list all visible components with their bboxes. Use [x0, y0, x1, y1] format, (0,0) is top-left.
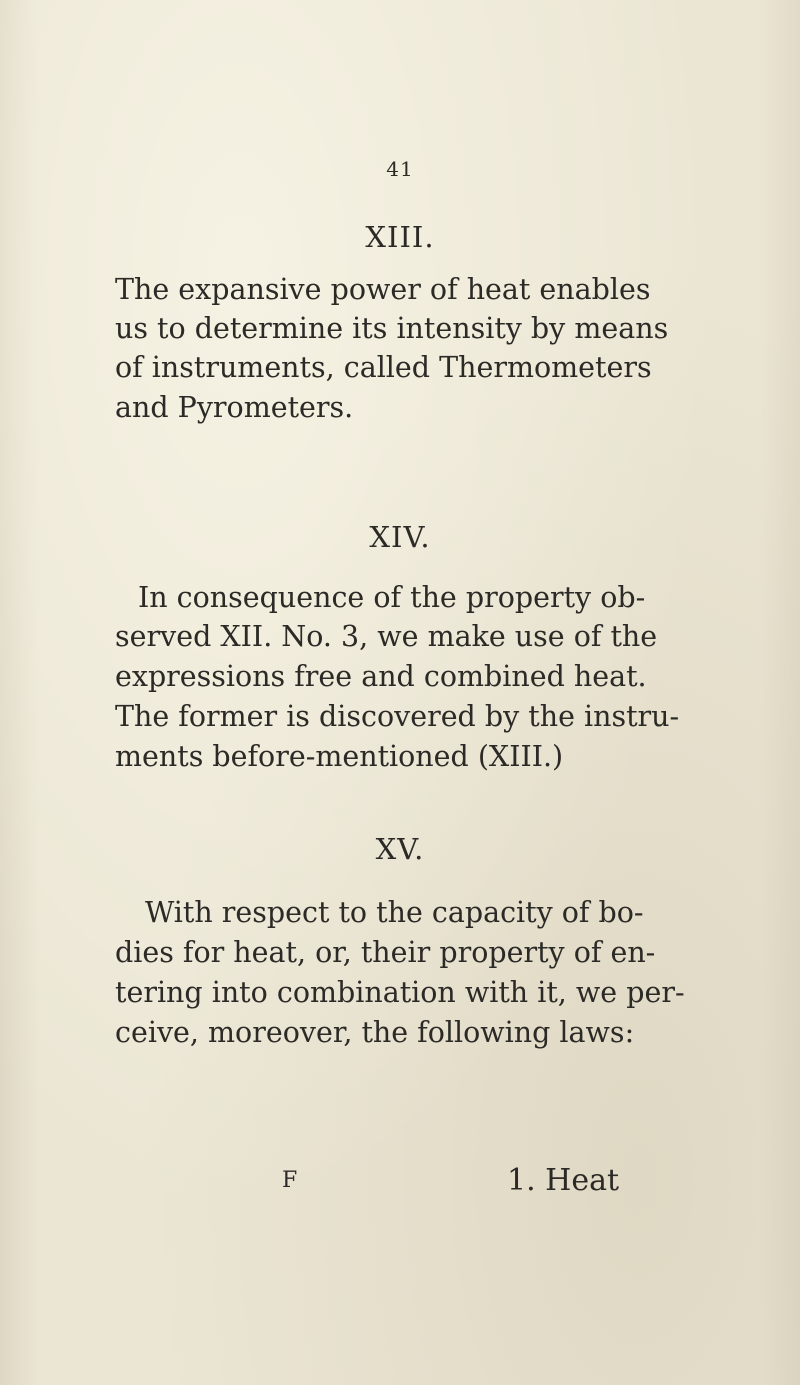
page-number: 41: [386, 157, 414, 181]
catchword: 1. Heat: [507, 1163, 620, 1198]
text-line: served XII. No. 3, we make use of the: [115, 620, 658, 653]
text-line: In consequence of the property ob-: [138, 581, 646, 614]
text-line: of instruments, called Thermometers: [115, 351, 652, 384]
section-heading-xv: XV.: [375, 832, 425, 866]
text-line: ments before-mentioned (XIII.): [115, 740, 564, 773]
section-heading-xiv: XIV.: [369, 520, 431, 554]
text-line: The former is discovered by the instru-: [115, 700, 680, 733]
text-line: tering into combination with it, we per-: [115, 976, 685, 1009]
text-line: ceive, moreover, the following laws:: [115, 1016, 635, 1049]
text-line: The expansive power of heat enables: [115, 273, 651, 306]
text-line: With respect to the capacity of bo-: [145, 896, 644, 929]
text-line: dies for heat, or, their property of en-: [115, 936, 656, 969]
text-line: us to determine its intensity by means: [115, 312, 669, 345]
text-line: expressions free and combined heat.: [115, 660, 647, 693]
signature-mark: F: [282, 1168, 298, 1193]
section-heading-xiii: XIII.: [365, 220, 435, 254]
text-line: and Pyrometers.: [115, 391, 354, 424]
